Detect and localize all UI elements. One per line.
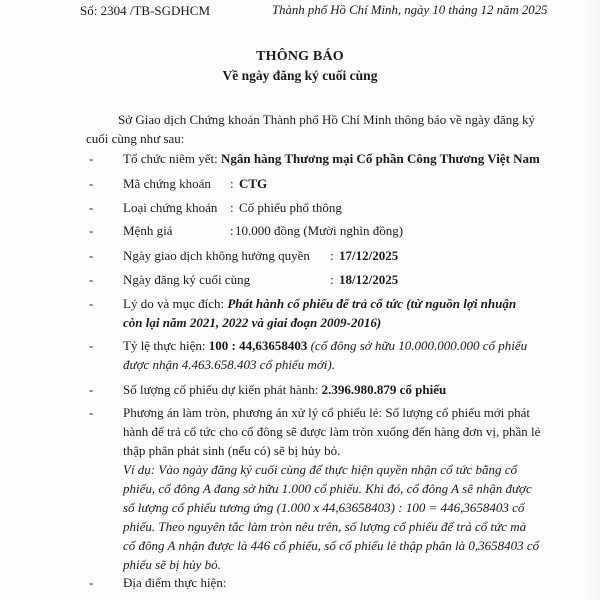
place-and-date: Thành phố Hồ Chí Minh, ngày 10 tháng 12 năm 2025 bbox=[272, 3, 548, 17]
quantity-value: 2.396.980.879 cổ phiếu bbox=[321, 382, 447, 397]
bullet-dash: - bbox=[89, 382, 94, 397]
ratio-note: (cổ đông sở hữu 10.000.000.000 cổ phiếu bbox=[310, 338, 528, 353]
document-title: THÔNG BÁO bbox=[256, 49, 344, 64]
example-line: cổ đông A nhận được là 446 cổ phiếu, số cổ phiếu lẻ thập phân là 0,3658403 cổ bbox=[123, 538, 540, 553]
item-label: Ngày đăng ký cuối cùng bbox=[123, 272, 251, 287]
reason-text-continued: còn lại năm 2021, 2022 và giai đoạn 2009-2016) bbox=[123, 315, 382, 330]
stock-code-value: CTG bbox=[239, 176, 268, 191]
rounding-text-continued: thập phân phát sinh (nếu có) sẽ bị hủy bỏ. bbox=[123, 443, 341, 458]
separator: : bbox=[330, 272, 334, 287]
separator: : bbox=[230, 223, 234, 238]
bullet-dash: - bbox=[89, 405, 94, 420]
bullet-dash: - bbox=[89, 151, 94, 166]
bullet-dash: - bbox=[89, 248, 94, 263]
item-label: Địa điểm thực hiện: bbox=[123, 575, 227, 590]
example-line: Ví dụ: Vào ngày đăng ký cuối cùng để thực hiện quyền nhận cổ tức bằng cổ bbox=[123, 462, 517, 477]
bullet-dash: - bbox=[89, 176, 94, 191]
rounding-text-continued: hành để trả cổ tức cho cổ đông sẽ được làm tròn xuống đến hàng đơn vị, phần lẻ bbox=[123, 424, 541, 439]
intro-line: cuối cùng như sau: bbox=[86, 131, 185, 146]
item-label: Lý do và mục đích: bbox=[123, 296, 225, 311]
bullet-dash: - bbox=[89, 338, 94, 353]
issuer-name: Ngân hàng Thương mại Cổ phần Công Thương Việt Nam bbox=[221, 151, 540, 166]
example-line: số lượng cổ phiếu tương ứng (1.000 x 44,63658403) : 100 = 446,3658403 cổ bbox=[123, 500, 525, 515]
bullet-dash: - bbox=[89, 575, 94, 590]
rounding-text: Phương án làm tròn, phương án xử lý cổ phiếu lẻ: Số lượng cổ phiếu mới phát bbox=[123, 405, 530, 420]
example-paragraph bbox=[123, 460, 539, 574]
example-line: phiếu sẽ bị hủy bỏ. bbox=[123, 557, 221, 572]
item-label: Tổ chức niêm yết: bbox=[123, 151, 218, 166]
example-line: phiếu. Theo nguyên tắc làm tròn nêu trên, số lượng cổ phiếu để trả cổ tức mà bbox=[123, 519, 527, 534]
bullet-dash: - bbox=[89, 223, 94, 238]
separator: : bbox=[230, 200, 234, 215]
bullet-dash: - bbox=[89, 272, 94, 287]
ratio-value: 100 : 44,63658403 bbox=[208, 338, 308, 353]
document-subtitle: Về ngày đăng ký cuối cùng bbox=[222, 68, 378, 83]
intro-line: Sở Giao dịch Chứng khoán Thành phố Hồ Chí Minh thông báo về ngày đăng ký bbox=[118, 112, 536, 127]
stock-type-value: Cổ phiếu phổ thông bbox=[239, 200, 342, 215]
bullet-dash: - bbox=[89, 200, 94, 215]
item-label: Mã chứng khoán bbox=[123, 176, 211, 191]
item-label: Tỷ lệ thực hiện: bbox=[123, 338, 206, 353]
intro-paragraph bbox=[86, 110, 546, 148]
example-line: phiếu, cổ đông A đang sở hữu 1.000 cổ phiếu. Khi đó, cổ đông A sẽ nhận được bbox=[123, 481, 532, 496]
par-value: 10.000 đồng (Mười nghìn đồng) bbox=[235, 223, 404, 238]
item-label: Loại chứng khoán bbox=[123, 200, 218, 215]
item-label: Ngày giao dịch không hưởng quyền bbox=[123, 248, 310, 263]
separator: : bbox=[230, 176, 234, 191]
document-number: Số: 2304 /TB-SGDHCM bbox=[80, 3, 211, 18]
item-label: Số lượng cổ phiếu dự kiến phát hành: bbox=[123, 382, 319, 397]
record-date-value: 18/12/2025 bbox=[339, 272, 399, 287]
item-label: Mệnh giá bbox=[123, 223, 173, 238]
ratio-note-continued: được nhận 4.463.658.403 cổ phiếu mới). bbox=[123, 357, 335, 372]
reason-text: Phát hành cổ phiếu để trả cổ tức (từ nguồn lợi nhuận bbox=[227, 296, 517, 311]
separator: : bbox=[330, 248, 334, 263]
ex-date-value: 17/12/2025 bbox=[339, 248, 399, 263]
bullet-dash: - bbox=[89, 296, 94, 311]
